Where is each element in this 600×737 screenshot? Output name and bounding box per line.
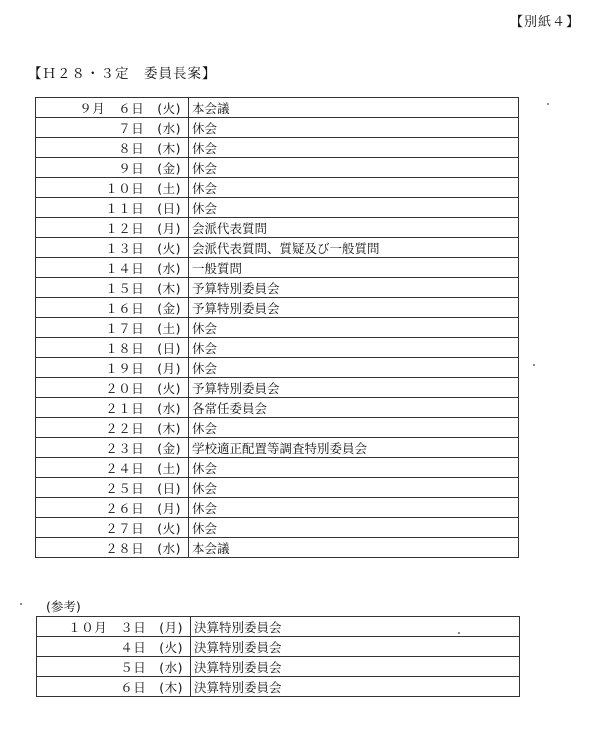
schedule-row: [36, 238, 519, 258]
reference-label: (参考): [46, 599, 81, 614]
event-cell: 決算特別委員会: [191, 637, 520, 657]
date-cell: ９月 ６日 (火): [36, 98, 189, 118]
schedule-row: [36, 478, 519, 498]
event-cell: 本会議: [189, 98, 519, 118]
date-cell: ２５日 (日): [36, 478, 189, 498]
schedule-row: [36, 498, 519, 518]
schedule-row: [36, 358, 519, 378]
date-cell: ８日 (木): [36, 138, 189, 158]
schedule-row: [36, 318, 519, 338]
scan-speck: [533, 364, 535, 366]
event-cell: 学校適正配置等調査特別委員会: [189, 438, 519, 458]
reference-row: [37, 617, 520, 637]
date-cell: １０月 ３日 (月): [37, 617, 191, 637]
schedule-row: [36, 518, 519, 538]
schedule-row: [36, 338, 519, 358]
date-cell: ２６日 (月): [36, 498, 189, 518]
scan-speck: [458, 632, 460, 634]
date-cell: ７日 (水): [36, 118, 189, 138]
schedule-row: [36, 158, 519, 178]
event-cell: 休会: [189, 358, 519, 378]
document-title: 【Ｈ２８・３定 委員長案】: [28, 66, 217, 82]
date-cell: ２１日 (水): [36, 398, 189, 418]
schedule-row: [36, 438, 519, 458]
schedule-row: [36, 538, 519, 558]
date-cell: ２７日 (火): [36, 518, 189, 538]
schedule-row: [36, 138, 519, 158]
scan-speck: [20, 603, 22, 605]
event-cell: 休会: [189, 178, 519, 198]
event-cell: 休会: [189, 338, 519, 358]
date-cell: ２４日 (土): [36, 458, 189, 478]
event-cell: 休会: [189, 478, 519, 498]
event-cell: 本会議: [189, 538, 519, 558]
schedule-row: [36, 258, 519, 278]
date-cell: １７日 (土): [36, 318, 189, 338]
schedule-row: [36, 378, 519, 398]
event-cell: 一般質問: [189, 258, 519, 278]
date-cell: １８日 (日): [36, 338, 189, 358]
event-cell: 休会: [189, 138, 519, 158]
schedule-row: [36, 418, 519, 438]
reference-row: [37, 657, 520, 677]
schedule-row: [36, 298, 519, 318]
date-cell: ４日 (火): [37, 637, 191, 657]
schedule-row: [36, 198, 519, 218]
schedule-table-body: [36, 98, 519, 558]
event-cell: 決算特別委員会: [191, 677, 520, 697]
date-cell: １５日 (木): [36, 278, 189, 298]
date-cell: ９日 (金): [36, 158, 189, 178]
event-cell: 決算特別委員会: [191, 657, 520, 677]
reference-table-body: [37, 617, 520, 697]
event-cell: 休会: [189, 518, 519, 538]
scan-speck: [547, 103, 549, 105]
event-cell: 休会: [189, 318, 519, 338]
date-cell: ６日 (木): [37, 677, 191, 697]
schedule-row: [36, 278, 519, 298]
event-cell: 休会: [189, 418, 519, 438]
schedule-table: [35, 97, 519, 558]
schedule-row: [36, 98, 519, 118]
schedule-row: [36, 218, 519, 238]
event-cell: 会派代表質問、質疑及び一般質問: [189, 238, 519, 258]
date-cell: １０日 (土): [36, 178, 189, 198]
event-cell: 休会: [189, 118, 519, 138]
reference-row: [37, 677, 520, 697]
reference-row: [37, 637, 520, 657]
date-cell: ２０日 (火): [36, 378, 189, 398]
date-cell: ２２日 (木): [36, 418, 189, 438]
event-cell: 休会: [189, 458, 519, 478]
event-cell: 予算特別委員会: [189, 378, 519, 398]
date-cell: ２８日 (水): [36, 538, 189, 558]
event-cell: 予算特別委員会: [189, 298, 519, 318]
schedule-row: [36, 398, 519, 418]
event-cell: 決算特別委員会: [191, 617, 520, 637]
reference-table: [36, 616, 520, 697]
date-cell: ２３日 (金): [36, 438, 189, 458]
date-cell: １９日 (月): [36, 358, 189, 378]
schedule-row: [36, 458, 519, 478]
event-cell: 休会: [189, 158, 519, 178]
date-cell: １６日 (金): [36, 298, 189, 318]
event-cell: 会派代表質問: [189, 218, 519, 238]
date-cell: ５日 (水): [37, 657, 191, 677]
schedule-row: [36, 118, 519, 138]
event-cell: 休会: [189, 498, 519, 518]
event-cell: 休会: [189, 198, 519, 218]
schedule-row: [36, 178, 519, 198]
date-cell: １４日 (水): [36, 258, 189, 278]
date-cell: １３日 (火): [36, 238, 189, 258]
event-cell: 各常任委員会: [189, 398, 519, 418]
event-cell: 予算特別委員会: [189, 278, 519, 298]
date-cell: １１日 (日): [36, 198, 189, 218]
date-cell: １２日 (月): [36, 218, 189, 238]
attachment-label: 【別紙４】: [509, 15, 580, 30]
